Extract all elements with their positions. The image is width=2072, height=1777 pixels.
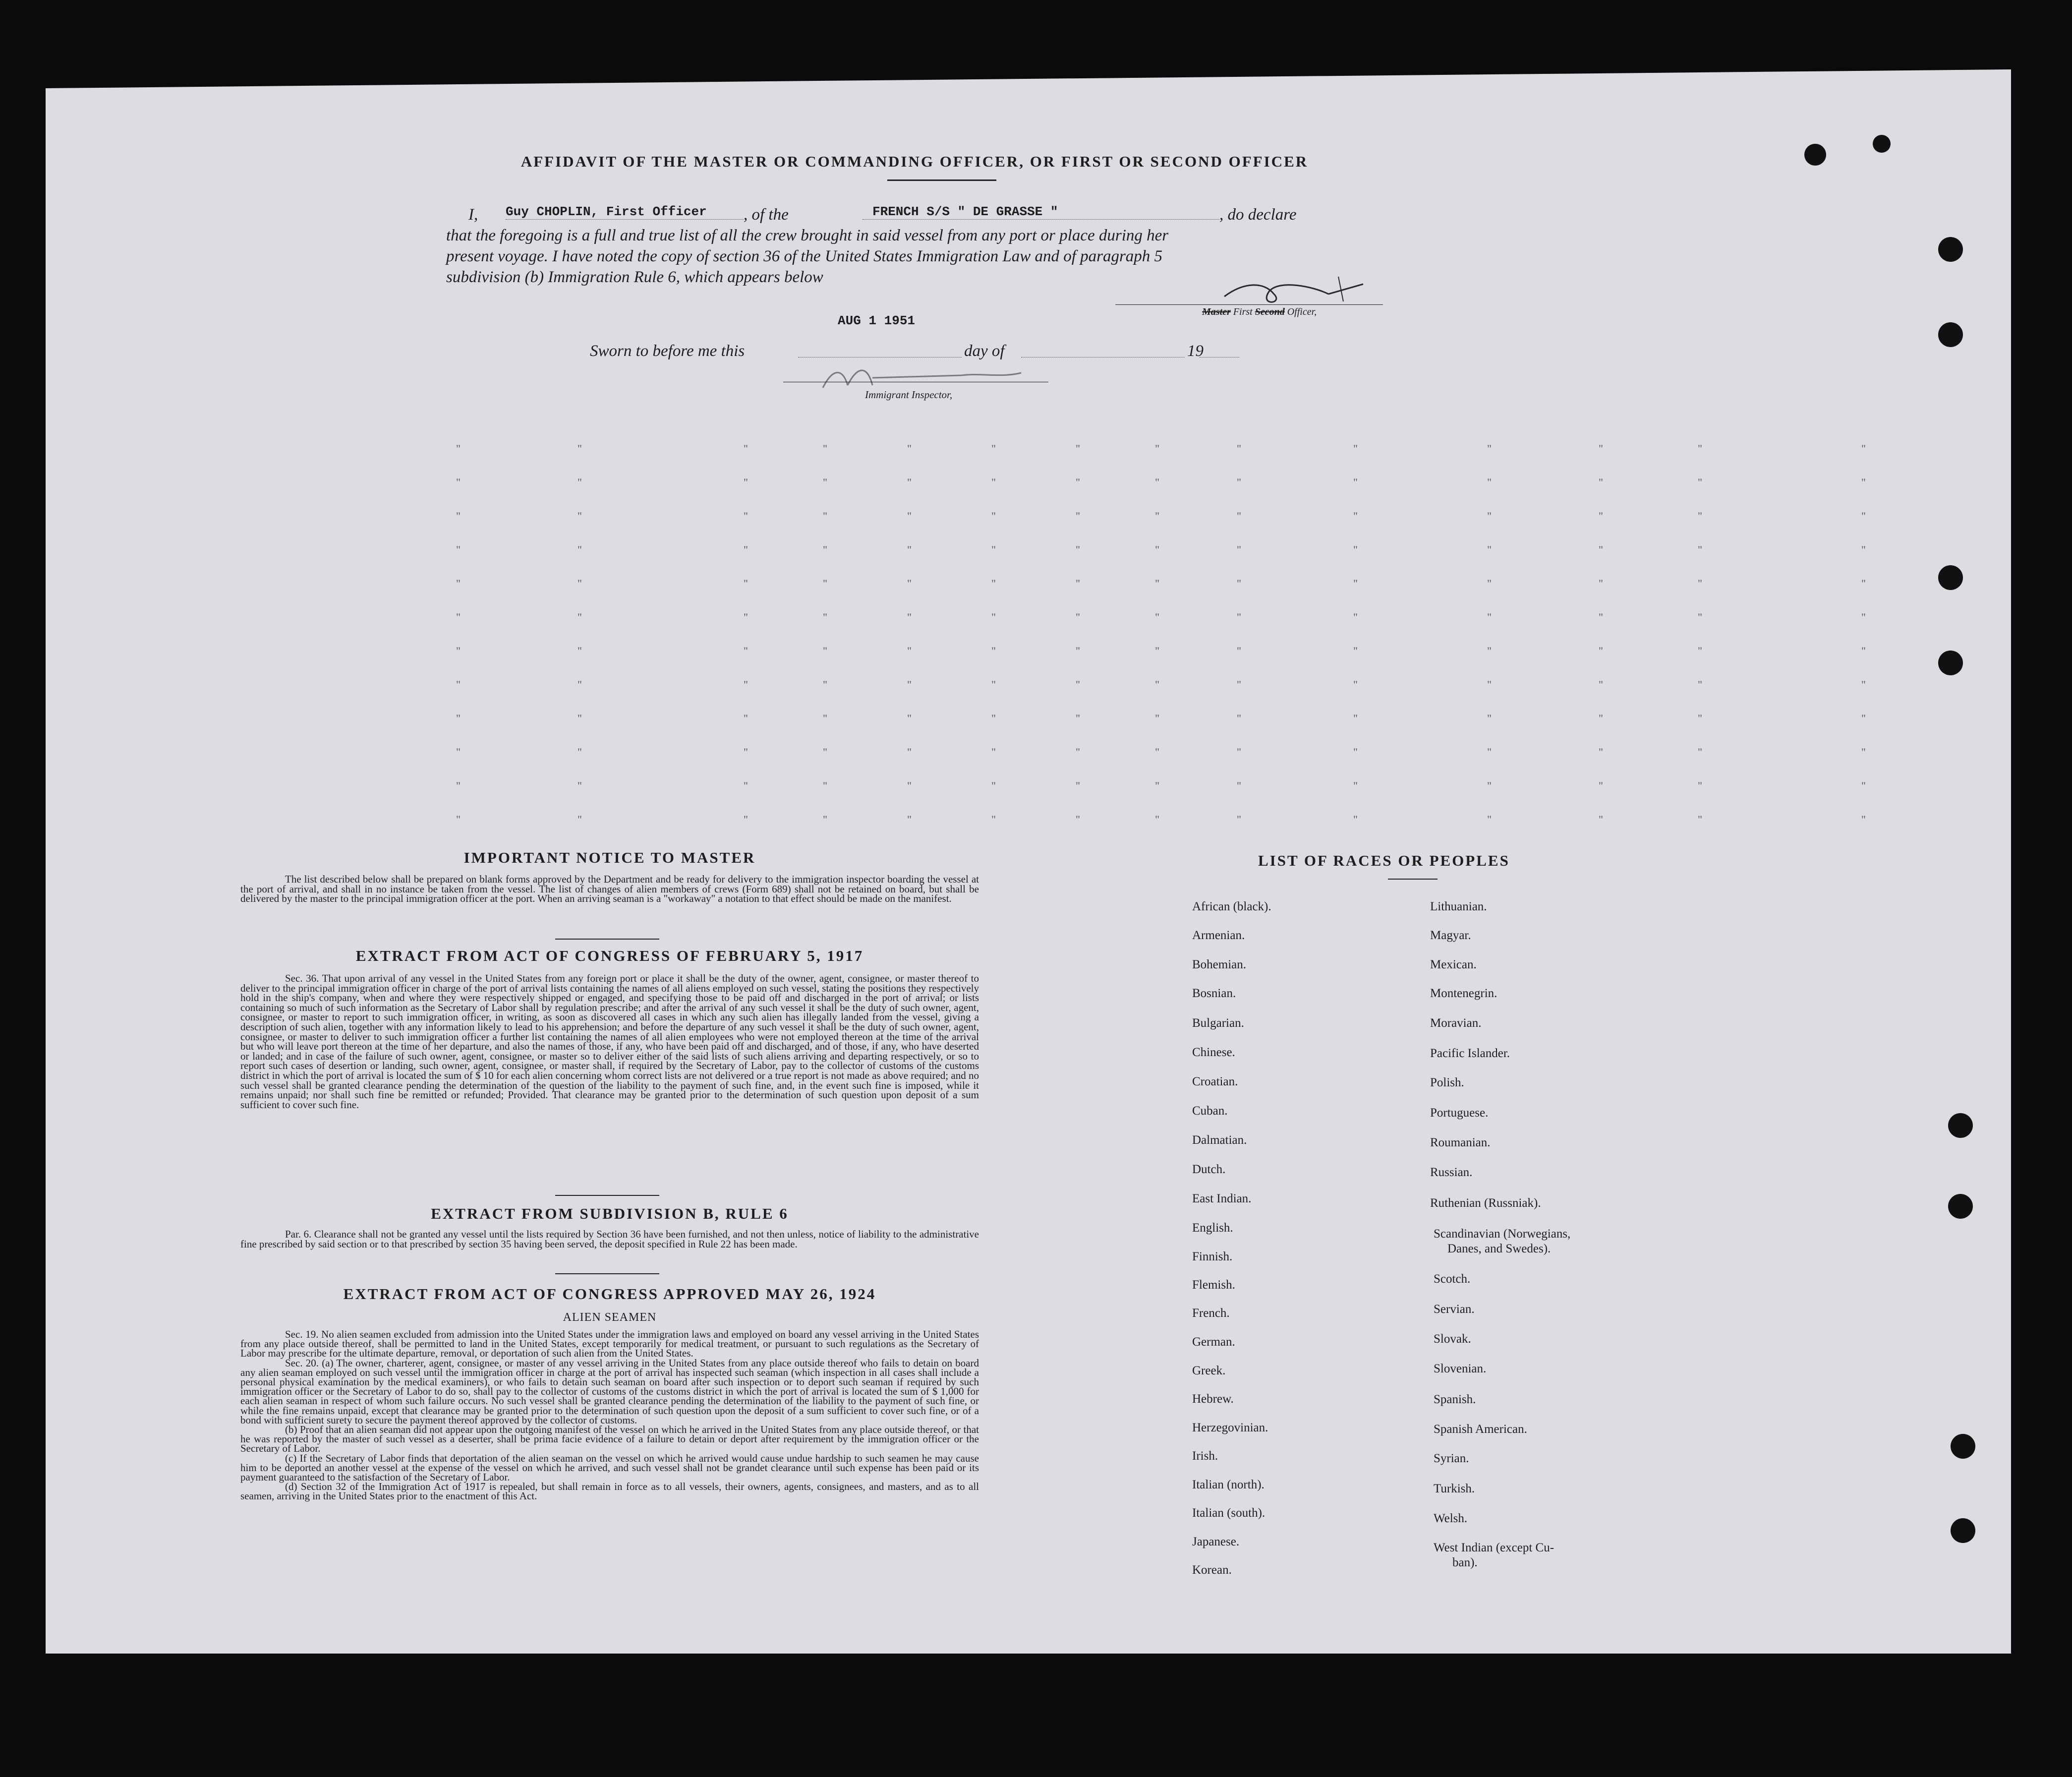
declaration-line-2: that the foregoing is a full and true list of all the crew brought in said vessel from any port or place during her	[446, 227, 1169, 244]
officer-signature-line	[1115, 304, 1383, 305]
ditto-mark: "	[991, 712, 996, 724]
race-right-item: Servian.	[1434, 1303, 1475, 1316]
declaration-suffix: , do declare	[1219, 206, 1297, 224]
ditto-mark: "	[456, 442, 460, 455]
punch-hole	[1938, 565, 1963, 590]
ditto-mark: "	[456, 510, 460, 522]
punch-hole	[1938, 651, 1963, 675]
ditto-mark: "	[456, 712, 460, 724]
ditto-mark: "	[577, 779, 582, 792]
sworn-day-of: day of	[964, 342, 1005, 360]
ditto-mark: "	[456, 645, 460, 657]
ditto-mark: "	[1076, 476, 1080, 488]
ditto-mark: "	[1353, 678, 1358, 691]
ditto-mark: "	[1861, 476, 1866, 488]
ditto-mark: "	[823, 543, 827, 556]
title-rule	[887, 179, 996, 181]
extract-1924-sec20d: (d) Section 32 of the Immigration Act of 1917 is repealed, but shall remain in force as to all vessels, their owners, agents, consignees, and masters, and as to all seamen, arriving in the United States prior to the enactment of this Act.	[240, 1481, 979, 1502]
race-right-item: Moravian.	[1430, 1016, 1482, 1030]
ditto-mark: "	[991, 577, 996, 590]
race-right-item: ban).	[1452, 1556, 1478, 1569]
vessel-name-field: FRENCH S/S " DE GRASSE "	[872, 204, 1058, 219]
extract-1917-rule	[555, 1195, 659, 1196]
ditto-mark: "	[1487, 510, 1492, 522]
race-right-item: Danes, and Swedes).	[1447, 1242, 1551, 1255]
notice-rule	[555, 939, 659, 940]
ditto-mark: "	[907, 611, 912, 623]
ditto-mark: "	[744, 577, 748, 590]
race-left-item: Dutch.	[1192, 1163, 1226, 1176]
race-right-item: Polish.	[1430, 1076, 1464, 1089]
ditto-mark: "	[744, 645, 748, 657]
extract-1924-subtitle: ALIEN SEAMEN	[563, 1311, 657, 1324]
ditto-mark: "	[744, 510, 748, 522]
ditto-mark: "	[1237, 678, 1241, 691]
officer-name-line	[506, 219, 744, 220]
ditto-mark: "	[1599, 543, 1603, 556]
ditto-mark: "	[1861, 813, 1866, 826]
ditto-mark: "	[1698, 611, 1702, 623]
ditto-mark: "	[1698, 712, 1702, 724]
date-stamp: AUG 1 1951	[838, 313, 916, 328]
ditto-mark: "	[577, 577, 582, 590]
race-left-item: Herzegovinian.	[1192, 1421, 1268, 1434]
sworn-line	[590, 342, 745, 360]
race-left-item: French.	[1192, 1306, 1230, 1320]
ditto-mark: "	[1487, 543, 1492, 556]
race-right-item: Magyar.	[1430, 929, 1471, 942]
ditto-mark: "	[1155, 712, 1159, 724]
ditto-mark: "	[456, 813, 460, 826]
ditto-mark: "	[1487, 813, 1492, 826]
notice-text	[240, 875, 979, 904]
ditto-mark: "	[744, 678, 748, 691]
race-right-item: Spanish.	[1434, 1393, 1476, 1406]
vessel-name-line	[863, 219, 1219, 220]
ditto-mark: "	[1155, 645, 1159, 657]
extract-1917-text	[240, 974, 979, 1110]
extract-1924-sec20c: (c) If the Secretary of Labor finds that deportation of the alien seaman on the vessel on which he arrived would cause undue hardship to such seamen he may cause him to be deported an another vessel at the expense of the vessel on which he arrived, and such vessel shall not be grandet clearance until such expense has been paid or its payment guaranteed to the satisfaction of the Secretary of Labor.	[240, 1452, 979, 1483]
race-left-item: Greek.	[1192, 1364, 1226, 1377]
ditto-mark: "	[823, 611, 827, 623]
ditto-mark: "	[1155, 611, 1159, 623]
ditto-mark: "	[823, 510, 827, 522]
ditto-mark: "	[1076, 577, 1080, 590]
race-right-item: Roumanian.	[1430, 1136, 1491, 1149]
ditto-mark: "	[907, 678, 912, 691]
inspector-caption: Immigrant Inspector,	[865, 389, 953, 401]
extract-1924-sec20a: Sec. 20. (a) The owner, charterer, agent, consignee, or master of any vessel arriving in the United States from any place outside thereof who fails to detain on board any alien seaman employed on such vessel until the immigration officer in charge at the port of arrival has inspected such seaman (which inspection in all cases shall include a personal physical examination by the medical examiners), or who fails to detain such seaman on board after such inspection or to deport such seaman if required by such immigration officer or the Secretary of Labor to do so, shall pay to the collector of customs of the customs district in which the port of arrival is located the sum of $ 1,000 for each alien seaman in respect of whom such failure occurs. No such vessel shall be granted clearance pending the determination of the liability to the payment of such fine, or while the fine remains unpaid, except that clearance may be granted prior to the determination of such question upon the deposit of a sum sufficient to cover such fine, or of a bond with sufficient surety to secure the payment thereof approved by the collector of customs.	[240, 1357, 979, 1426]
ditto-mark: "	[1237, 779, 1241, 792]
ditto-mark: "	[1155, 813, 1159, 826]
declaration-of-the: , of the	[744, 206, 789, 224]
punch-hole	[1804, 144, 1826, 166]
race-right-item: Lithuanian.	[1430, 900, 1487, 913]
ditto-mark: "	[456, 746, 460, 758]
ditto-mark: "	[1861, 746, 1866, 758]
ditto-mark: "	[1353, 746, 1358, 758]
ditto-mark: "	[456, 779, 460, 792]
ditto-mark: "	[1237, 543, 1241, 556]
ditto-mark: "	[1155, 543, 1159, 556]
ditto-mark: "	[1237, 712, 1241, 724]
ditto-mark: "	[577, 611, 582, 623]
ditto-mark: "	[1155, 510, 1159, 522]
ditto-mark: "	[1599, 577, 1603, 590]
ditto-mark: "	[1698, 442, 1702, 455]
ditto-mark: "	[1861, 510, 1866, 522]
ditto-mark: "	[1698, 510, 1702, 522]
extract-1924-text	[240, 1330, 979, 1501]
ditto-mark: "	[1698, 476, 1702, 488]
ditto-mark: "	[456, 611, 460, 623]
ditto-mark: "	[577, 813, 582, 826]
ditto-mark: "	[1237, 442, 1241, 455]
notice-title: IMPORTANT NOTICE TO MASTER	[463, 849, 756, 866]
ditto-mark: "	[1353, 611, 1358, 623]
race-right-item: Turkish.	[1434, 1482, 1475, 1495]
race-right-item: Montenegrin.	[1430, 987, 1497, 1000]
ditto-mark: "	[991, 645, 996, 657]
race-left-item: East Indian.	[1192, 1192, 1252, 1205]
ditto-mark: "	[1487, 577, 1492, 590]
ditto-mark: "	[907, 543, 912, 556]
extract-rule6-rule	[555, 1273, 659, 1274]
ditto-mark: "	[1237, 746, 1241, 758]
race-left-item: Korean.	[1192, 1563, 1232, 1577]
ditto-mark: "	[1487, 746, 1492, 758]
ditto-mark: "	[744, 442, 748, 455]
ditto-mark: "	[744, 543, 748, 556]
ditto-mark: "	[991, 678, 996, 691]
ditto-mark: "	[1487, 645, 1492, 657]
race-right-item: Ruthenian (Russniak).	[1430, 1196, 1541, 1210]
ditto-mark: "	[744, 813, 748, 826]
ditto-mark: "	[907, 442, 912, 455]
ditto-mark: "	[1487, 678, 1492, 691]
ditto-mark: "	[907, 712, 912, 724]
ditto-mark: "	[823, 813, 827, 826]
race-right-item: Scotch.	[1434, 1272, 1471, 1286]
ditto-mark: "	[907, 645, 912, 657]
race-right-item: Welsh.	[1434, 1512, 1468, 1525]
ditto-mark: "	[1076, 543, 1080, 556]
ditto-mark: "	[577, 712, 582, 724]
punch-hole	[1938, 237, 1963, 262]
officer-caption	[1202, 306, 1317, 318]
race-left-item: Flemish.	[1192, 1278, 1235, 1292]
ditto-mark: "	[1599, 510, 1603, 522]
declaration-line-3: present voyage. I have noted the copy of section 36 of the United States Immigration Law and of paragraph 5	[446, 247, 1163, 265]
ditto-mark: "	[1599, 611, 1603, 623]
punch-hole	[1948, 1194, 1973, 1219]
race-right-item: Syrian.	[1434, 1452, 1469, 1465]
ditto-mark: "	[1076, 645, 1080, 657]
ditto-mark: "	[1237, 476, 1241, 488]
race-right-item: Slovenian.	[1434, 1362, 1487, 1375]
ditto-mark: "	[1076, 442, 1080, 455]
caption-second-struck: Second	[1255, 306, 1285, 317]
punch-hole	[1948, 1113, 1973, 1138]
ditto-mark: "	[1237, 645, 1241, 657]
ditto-mark: "	[577, 678, 582, 691]
ditto-mark: "	[1155, 779, 1159, 792]
ditto-mark: "	[577, 510, 582, 522]
ditto-mark: "	[1599, 779, 1603, 792]
ditto-mark: "	[1698, 543, 1702, 556]
declaration-line-1	[446, 204, 1388, 225]
race-left-item: Finnish.	[1192, 1250, 1233, 1263]
ditto-mark: "	[1155, 476, 1159, 488]
ditto-mark: "	[1353, 779, 1358, 792]
ditto-mark: "	[1155, 746, 1159, 758]
caption-officer: Officer,	[1287, 306, 1317, 317]
ditto-mark: "	[1698, 779, 1702, 792]
ditto-mark: "	[1599, 813, 1603, 826]
ditto-mark: "	[1237, 510, 1241, 522]
ditto-mark: "	[1353, 577, 1358, 590]
race-left-item: Italian (south).	[1192, 1506, 1266, 1520]
race-right-item: Scandinavian (Norwegians,	[1434, 1227, 1571, 1241]
officer-signature	[1214, 272, 1383, 311]
notice-paragraph: The list described below shall be prepared on blank forms approved by the Department and be ready for delivery to the immigration inspector boarding the vessel at the port of arrival, and shall in no instance be taken from the vessel. The list of changes of alien members of crews (Form 689) shall not be retained on board, but shall be delivered by the master to the principal immigration officer at the port. When an arriving seaman is a "workaway" a notation to that effect should be made on the manifest.	[240, 873, 979, 905]
ditto-mark: "	[991, 611, 996, 623]
race-left-item: Bohemian.	[1192, 958, 1247, 971]
ditto-mark: "	[1599, 476, 1603, 488]
ditto-mark: "	[577, 543, 582, 556]
ditto-mark: "	[1237, 813, 1241, 826]
ditto-mark: "	[991, 779, 996, 792]
affidavit-title: AFFIDAVIT OF THE MASTER OR COMMANDING OFFICER, OR FIRST OR SECOND OFFICER	[520, 153, 1309, 170]
ditto-mark: "	[907, 779, 912, 792]
race-left-item: Chinese.	[1192, 1046, 1235, 1059]
ditto-mark: "	[1487, 476, 1492, 488]
ditto-mark: "	[1076, 510, 1080, 522]
ditto-mark: "	[1353, 645, 1358, 657]
ditto-mark: "	[1861, 779, 1866, 792]
race-left-item: Hebrew.	[1192, 1392, 1234, 1406]
ditto-mark: "	[1353, 712, 1358, 724]
extract-1924-title: EXTRACT FROM ACT OF CONGRESS APPROVED MAY 26, 1924	[343, 1285, 876, 1303]
ditto-mark: "	[991, 543, 996, 556]
race-left-item: Dalmatian.	[1192, 1133, 1247, 1147]
ditto-mark: "	[1487, 442, 1492, 455]
ditto-mark: "	[456, 476, 460, 488]
ditto-mark: "	[744, 779, 748, 792]
punch-hole	[1951, 1434, 1975, 1459]
caption-first: First	[1233, 306, 1253, 317]
ditto-mark: "	[1861, 577, 1866, 590]
ditto-mark: "	[1076, 712, 1080, 724]
ditto-mark: "	[1599, 442, 1603, 455]
race-right-item: Spanish American.	[1434, 1422, 1527, 1436]
race-left-item: Armenian.	[1192, 929, 1245, 942]
ditto-mark: "	[1076, 813, 1080, 826]
extract-1917-title: EXTRACT FROM ACT OF CONGRESS OF FEBRUARY 5, 1917	[355, 947, 864, 964]
ditto-mark: "	[1861, 543, 1866, 556]
ditto-mark: "	[823, 746, 827, 758]
ditto-mark: "	[577, 476, 582, 488]
extract-rule6-title: EXTRACT FROM SUBDIVISION B, RULE 6	[431, 1205, 789, 1222]
ditto-mark: "	[1487, 712, 1492, 724]
caption-master-struck: Master	[1202, 306, 1231, 317]
races-rule	[1388, 879, 1438, 880]
ditto-mark: "	[1353, 442, 1358, 455]
ditto-mark: "	[1861, 712, 1866, 724]
ditto-mark: "	[1698, 746, 1702, 758]
ditto-mark: "	[1698, 678, 1702, 691]
extract-1924-sec19: Sec. 19. No alien seamen excluded from admission into the United States under the immigration laws and employed on board any vessel arriving in the United States from any place outside thereof, shall be permitted to land in the United States, except temporarily for medical treatment, or pursuant to such regulations as the Secretary of Labor may prescribe for the ultimate departure, removal, or deportation of such alien from the United States.	[240, 1328, 979, 1360]
ditto-mark: "	[456, 577, 460, 590]
race-left-item: Croatian.	[1192, 1075, 1238, 1088]
ditto-mark: "	[991, 813, 996, 826]
ditto-mark: "	[823, 678, 827, 691]
ditto-mark: "	[1698, 813, 1702, 826]
ditto-mark: "	[991, 476, 996, 488]
race-left-item: Irish.	[1192, 1449, 1218, 1463]
punch-hole	[1873, 135, 1891, 153]
ditto-mark: "	[1599, 645, 1603, 657]
declaration-line-4: subdivision (b) Immigration Rule 6, which appears below	[446, 268, 823, 286]
ditto-mark: "	[907, 577, 912, 590]
ditto-mark: "	[1076, 678, 1080, 691]
race-left-item: English.	[1192, 1221, 1233, 1235]
race-right-item: Portuguese.	[1430, 1106, 1489, 1120]
race-right-item: Pacific Islander.	[1430, 1047, 1510, 1060]
ditto-mark: "	[1155, 678, 1159, 691]
ditto-mark: "	[577, 645, 582, 657]
ditto-mark: "	[744, 712, 748, 724]
ditto-mark: "	[744, 476, 748, 488]
ditto-mark: "	[1076, 779, 1080, 792]
ditto-mark: "	[991, 510, 996, 522]
officer-name-field: Guy CHOPLIN, First Officer	[506, 204, 707, 219]
punch-hole	[1938, 322, 1963, 347]
ditto-mark: "	[1487, 611, 1492, 623]
race-right-item: Russian.	[1430, 1166, 1473, 1179]
extract-1924-sec20b: (b) Proof that an alien seaman did not appear upon the outgoing manifest of the vessel on which he arrived in the United States from any place outside thereof, or that he was reported by the master of such vessel as a deserter, shall be prima facie evidence of a failure to detain or deport after requirement by the immigration officer or the Secretary of Labor.	[240, 1423, 979, 1455]
punch-hole	[1951, 1518, 1975, 1543]
race-left-item: German.	[1192, 1335, 1235, 1349]
ditto-mark: "	[1487, 779, 1492, 792]
ditto-mark: "	[907, 746, 912, 758]
ditto-mark: "	[823, 779, 827, 792]
race-left-item: Italian (north).	[1192, 1478, 1265, 1491]
extract-rule6-text	[240, 1230, 979, 1249]
race-left-item: Bulgarian.	[1192, 1016, 1244, 1030]
ditto-mark: "	[577, 442, 582, 455]
extract-1917-paragraph: Sec. 36. That upon arrival of any vessel in the United States from any foreign port or place it shall be the duty of the owner, agent, consignee, or master thereof to deliver to the principal immigration officer in charge of the port of arrival lists containing the names of all aliens employed on such vessel, stating the positions they respectively hold in the ship's company, when and where they were respectively shipped or engaged, and specifying those to be paid off and discharged in the port of arrival; or lists containing so much of such information as the Secretary of Labor shall by regulation prescribe; and after the arrival of any such vessel it shall be the duty of such owner, agent, consignee, or master to report to such immigration officer, in writing, as soon as discovered all cases in which any such alien has illegally landed from the vessel, giving a description of such alien, together with any information likely to lead to his apprehension; and before the departure of any such vessel it shall be the duty of such owner, agent, consignee, or master to deliver to such immigration officer a further list containing the names of all alien employees who were not employed thereon at the time of the arrival but who will leave port thereon at the time of her departure, and also the names of those, if any, who have been paid off and discharged, and of those, if any, who have deserted or landed; and in case of the failure of such owner, agent, consignee, or master so to deliver either of the said lists of such aliens arriving and departing respectively, or so to report such cases of desertion or landing, such owner, agent, consignee, or master shall, if required by the Secretary of Labor, pay to the collector of customs of the customs district in which the port of arrival is located the sum of $ 10 for each alien concerning whom correct lists are not delivered or a true report is not made as above required; and no such vessel shall be granted clearance pending the determination of the question of the liability to the payment of such fine, and, in the event such fine is imposed, while it remains unpaid; nor shall such fine be remitted or refunded; Provided. That clearance may be granted prior to the determination of such question upon deposit of a sum sufficient to cover such fine.	[240, 972, 979, 1111]
ditto-mark: "	[991, 746, 996, 758]
ditto-mark: "	[744, 746, 748, 758]
race-right-item: West Indian (except Cu-	[1434, 1541, 1554, 1554]
ditto-mark: "	[823, 577, 827, 590]
ditto-mark: "	[1353, 543, 1358, 556]
ditto-mark: "	[1599, 712, 1603, 724]
ditto-mark: "	[823, 476, 827, 488]
race-left-item: African (black).	[1192, 900, 1271, 913]
ditto-mark: "	[456, 678, 460, 691]
ditto-mark: "	[823, 712, 827, 724]
ditto-mark: "	[1155, 577, 1159, 590]
sworn-prefix: Sworn to before me this	[590, 342, 745, 360]
ditto-mark: "	[1237, 611, 1241, 623]
ditto-mark: "	[823, 645, 827, 657]
extract-rule6-paragraph: Par. 6. Clearance shall not be granted any vessel until the lists required by Section 36 have been furnished, and not then unless, notice of liability to the administrative fine prescribed by said section or to that prescribed by section 35 having been served, the deposit specified in Rule 22 has been made.	[240, 1228, 979, 1250]
sworn-year: 19	[1187, 342, 1204, 360]
ditto-mark: "	[744, 611, 748, 623]
ditto-mark: "	[1698, 645, 1702, 657]
ditto-mark: "	[1861, 611, 1866, 623]
declaration-prefix: I,	[468, 206, 478, 224]
race-left-item: Japanese.	[1192, 1535, 1240, 1548]
ditto-mark: "	[1353, 813, 1358, 826]
ditto-mark: "	[1599, 678, 1603, 691]
race-left-item: Cuban.	[1192, 1104, 1228, 1118]
ditto-mark: "	[1353, 476, 1358, 488]
ditto-mark: "	[1076, 611, 1080, 623]
ditto-mark: "	[1237, 577, 1241, 590]
race-left-item: Bosnian.	[1192, 987, 1236, 1000]
ditto-mark: "	[1076, 746, 1080, 758]
ditto-mark: "	[1861, 645, 1866, 657]
ditto-mark: "	[907, 813, 912, 826]
ditto-mark: "	[907, 510, 912, 522]
ditto-mark: "	[577, 746, 582, 758]
ditto-mark: "	[1698, 577, 1702, 590]
ditto-mark: "	[456, 543, 460, 556]
race-right-item: Slovak.	[1434, 1332, 1471, 1346]
ditto-mark: "	[1861, 678, 1866, 691]
race-right-item: Mexican.	[1430, 958, 1477, 971]
ditto-mark: "	[1861, 442, 1866, 455]
ditto-mark: "	[991, 442, 996, 455]
ditto-mark: "	[823, 442, 827, 455]
ditto-mark: "	[1599, 746, 1603, 758]
ditto-mark: "	[1353, 510, 1358, 522]
ditto-mark: "	[907, 476, 912, 488]
ditto-mark: "	[1155, 442, 1159, 455]
races-title: LIST OF RACES OR PEOPLES	[1258, 852, 1510, 869]
